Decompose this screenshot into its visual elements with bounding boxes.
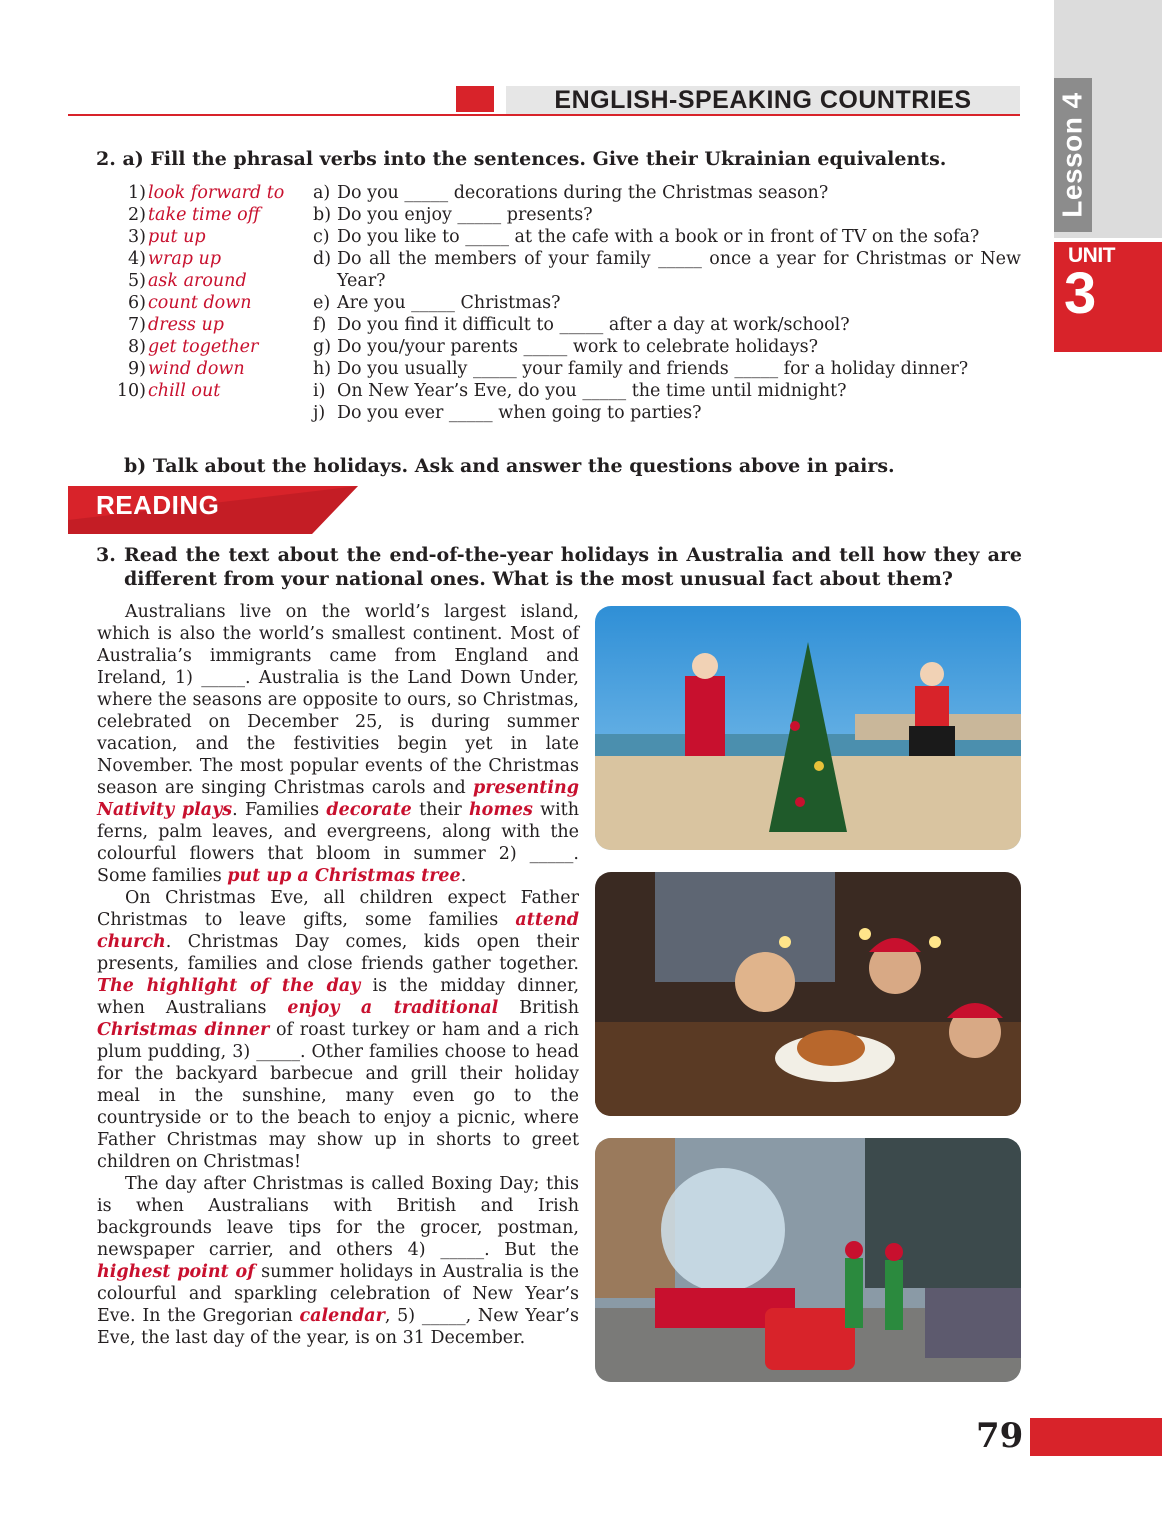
question-text: Do you _____ decorations during the Christmas season? [337,183,829,203]
footer-accent-bar [1030,1418,1162,1456]
list-item [313,182,1021,204]
header-divider [68,114,1020,116]
text-run: . Christmas Day comes, kids open their presents, families and close friends gather together. [97,932,579,974]
beach-christmas-photo [595,606,1021,850]
exercise-2b-instruction: b) Talk about the holidays. Ask and answer the questions above in pairs. [124,455,895,477]
parade-photo [595,1138,1021,1382]
unit-number: 3 [1064,261,1097,326]
text-run: is the midday dinner, when Australians [97,976,580,1018]
phrasal-verb: look forward to [148,183,285,203]
paragraph-3 [97,1173,579,1349]
unit-label: UNIT [1068,244,1115,267]
highlighted-phrase: The highlight of the day [97,976,361,996]
list-item [313,204,1021,226]
item-number: 5) [128,271,146,291]
family-dinner-photo [595,872,1021,1116]
list-item [313,358,1021,380]
text-run: their [411,800,469,820]
header-red-block [456,86,494,112]
item-number: 4) [128,249,146,269]
phrasal-verb: take time off [148,205,261,225]
unit-badge [1054,242,1162,352]
list-item [313,336,1021,358]
list-item [110,270,310,292]
item-number: 9) [128,359,146,379]
highlighted-phrase: highest point of [97,1262,255,1282]
highlighted-phrase: put up a Christmas tree [227,866,461,886]
list-item [313,402,1021,424]
phrasal-verb: put up [148,227,206,247]
text-run: On Christmas Eve, all children expect Father Christmas to leave gifts, some families [97,888,579,930]
lesson-label: Lesson 4 [1057,92,1089,218]
question-letter: f) [313,315,327,335]
phrasal-verb-list [110,182,310,402]
highlighted-phrase: enjoy a traditional [287,998,499,1018]
item-number: 3) [128,227,146,247]
list-item [110,314,310,336]
section-title: ENGLISH-SPEAKING COUNTRIES [506,86,1020,114]
exercise-3-title: Read the text about the end-of-the-year holidays in Australia and tell how they are different from your national ones. What is the most unusual fact about them? [124,544,1022,590]
list-item [313,314,1021,336]
phrasal-verb: chill out [148,381,221,401]
phrasal-verb: ask around [148,271,247,291]
item-number: 2) [128,205,146,225]
list-item [110,182,310,204]
list-item [313,380,1021,402]
highlighted-phrase: attend church [97,910,579,952]
phrasal-verb: get together [148,337,259,357]
question-text: Do you find it difficult to _____ after a day at work/school? [337,315,850,335]
phrasal-verb: count down [148,293,252,313]
phrasal-verb: dress up [148,315,224,335]
text-run: , 5) _____, New Year’s Eve, the last day of the year, is on 31 December. [97,1306,580,1348]
item-number: 1) [128,183,146,203]
highlighted-phrase: homes [468,800,533,820]
exercise-2-title: 2. a) Fill the phrasal verbs into the sentences. Give their Ukrainian equivalents. [96,148,947,170]
question-letter: e) [313,293,331,313]
text-run: summer holidays in Australia is the colourful and sparkling celebration of New Year’s Eve. In the Gregorian [97,1262,580,1326]
question-text: On New Year’s Eve, do you _____ the time until midnight? [337,381,847,401]
reading-label: READING [96,490,220,520]
question-text: Are you _____ Christmas? [337,293,561,313]
list-item [110,336,310,358]
highlighted-phrase: decorate [326,800,412,820]
reading-text [97,601,579,1349]
paragraph-2 [97,887,579,1173]
list-item [110,204,310,226]
text-run: Australians live on the world’s largest island, which is also the world’s smallest continent. Most of Australia’s immigrants came from England and Ireland, 1) _____. Australia is the Land Down Under, where the seasons are opposite to ours, so Christmas, celebrated on December 25, is during summer vacation, and the festivities begin yet in late November. The most popular events of the Christmas season are singing Christmas carols and [97,602,579,798]
question-letter: b) [313,205,332,225]
text-run: The day after Christmas is called Boxing Day; this is when Australians with British and Irish backgrounds leave tips for the grocer, postman, newspaper carrier, and others 4) _____. But the [97,1174,579,1260]
question-text: Do you usually _____ your family and friends _____ for a holiday dinner? [337,359,969,379]
text-run: of roast turkey or ham and a rich plum pudding, 3) _____. Other families choose to head for the backyard barbecue and grill their holiday meal in the sunshine, many even go to the countryside or to the beach to enjoy a picnic, where Father Christmas may show up in shorts to greet children on Christmas! [97,1020,580,1172]
question-text: Do you/your parents _____ work to celebrate holidays? [337,337,818,357]
text-run: . Families [232,800,327,820]
question-text: Do all the members of your family _____ once a year for Christmas or New Year? [337,249,1021,291]
question-letter: i) [313,381,326,401]
list-item [313,292,1021,314]
list-item [110,248,310,270]
question-letter: a) [313,183,331,203]
text-run: with ferns, palm leaves, and evergreens, along with the colourful flowers that bloom in summer 2) _____. Some families [97,800,579,886]
question-text: Do you like to _____ at the cafe with a book or in front of TV on the sofa? [337,227,980,247]
list-item [313,226,1021,248]
phrasal-verb: wrap up [148,249,222,269]
exercise-3-number: 3. [96,544,116,566]
list-item [110,380,310,402]
paragraph-1 [97,601,579,887]
item-number: 8) [128,337,146,357]
text-run: . [460,866,467,886]
list-item [110,358,310,380]
question-letter: g) [313,337,332,357]
question-list [313,182,1021,424]
item-number: 6) [128,293,146,313]
list-item [110,292,310,314]
question-text: Do you enjoy _____ presents? [337,205,593,225]
question-letter: d) [313,249,332,269]
list-item [313,248,1021,292]
phrasal-verb: wind down [148,359,245,379]
question-letter: h) [313,359,332,379]
highlighted-phrase: presenting Nativity plays [97,778,579,820]
page-number: 79 [976,1416,1024,1456]
question-letter: c) [313,227,330,247]
list-item [110,226,310,248]
question-text: Do you ever _____ when going to parties? [337,403,702,423]
highlighted-phrase: calendar [299,1306,385,1326]
question-letter: j) [313,403,326,423]
item-number: 7) [128,315,146,335]
lesson-label-wrap [1054,78,1092,232]
item-number: 10) [116,381,146,401]
highlighted-phrase: Christmas dinner [97,1020,270,1040]
text-run: British [498,998,579,1018]
